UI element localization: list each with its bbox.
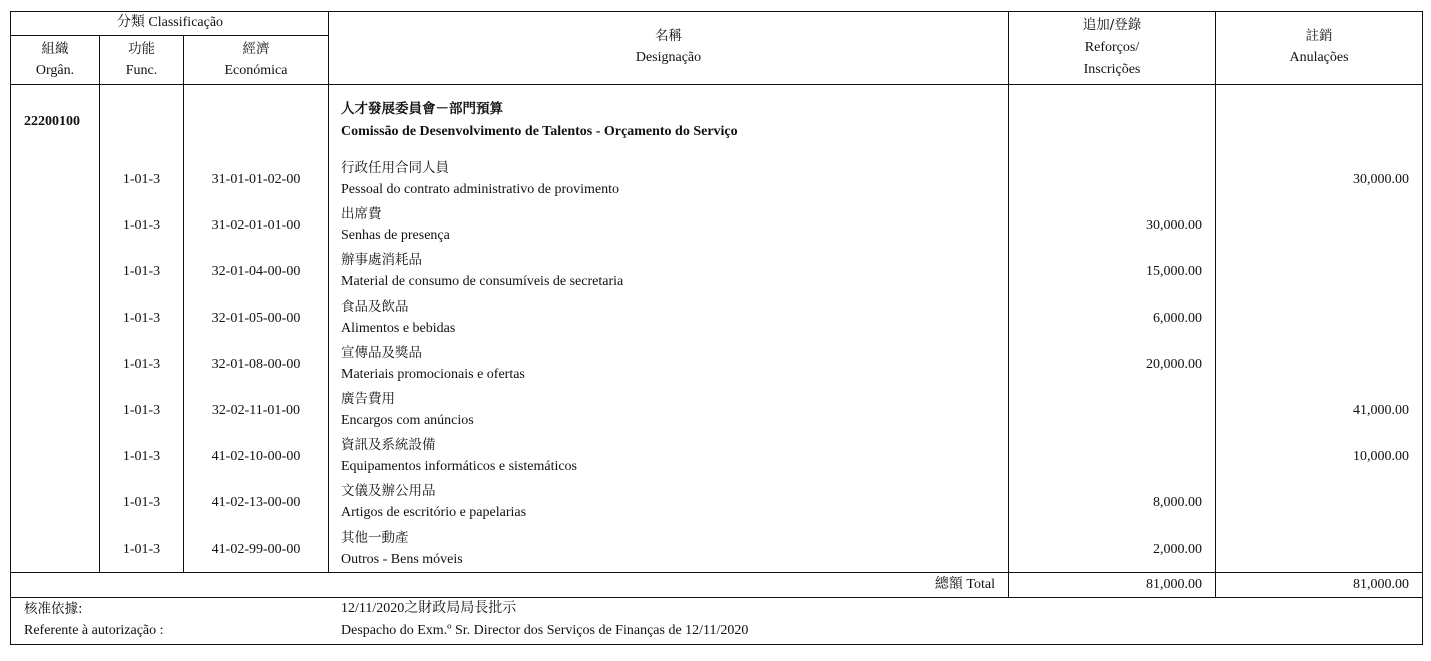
- row-annulment: 10,000.00: [1353, 449, 1409, 464]
- row-name-pt: Materiais promocionais e ofertas: [341, 367, 525, 382]
- total-label: 總額 Total: [934, 577, 995, 592]
- row-economic-code: 32-01-04-00-00: [211, 264, 301, 279]
- rule-total-bottom: [11, 597, 1422, 598]
- row-reinforcement: 30,000.00: [1146, 218, 1202, 233]
- row-economic-code: 32-01-08-00-00: [211, 357, 301, 372]
- row-function-code: 1-01-3: [122, 357, 161, 372]
- row-economic-code: 41-02-99-00-00: [211, 542, 301, 557]
- row-function-code: 1-01-3: [122, 403, 161, 418]
- row-economic-code: 41-02-10-00-00: [211, 449, 301, 464]
- row-name-zh: 食品及飲品: [341, 299, 409, 315]
- row-reinforcement: 15,000.00: [1146, 264, 1202, 279]
- rule-col-org: [99, 36, 100, 573]
- header-annul-pt: Anulações: [1289, 50, 1349, 65]
- organ-name-zh: 人才發展委員會－部門預算: [341, 101, 503, 117]
- header-reinf-pt2: Inscrições: [1083, 62, 1141, 77]
- row-function-code: 1-01-3: [122, 172, 161, 187]
- row-name-zh: 行政任用合同人員: [341, 160, 449, 176]
- header-desig-pt: Designação: [635, 50, 702, 65]
- row-name-pt: Pessoal do contrato administrativo de provimento: [341, 182, 620, 197]
- row-function-code: 1-01-3: [122, 495, 161, 510]
- row-name-pt: Outros - Bens móveis: [341, 552, 463, 567]
- footer-basis-pt: Referente à autorização :: [24, 623, 164, 638]
- row-name-pt: Alimentos e bebidas: [341, 321, 456, 336]
- organ-name-pt: Comissão de Desenvolvimento de Talentos - Orçamento do Serviço: [341, 124, 738, 139]
- row-name-zh: 廣告費用: [341, 391, 395, 407]
- row-reinforcement: 2,000.00: [1153, 542, 1202, 557]
- row-name-pt: Encargos com anúncios: [341, 413, 474, 428]
- row-name-pt: Material de consumo de consumíveis de secretaria: [341, 274, 624, 289]
- row-function-code: 1-01-3: [122, 311, 161, 326]
- row-name-zh: 宣傳品及獎品: [341, 345, 422, 361]
- header-reinf-zh: 追加/登錄: [1082, 17, 1142, 33]
- header-org-zh: 組織: [41, 41, 69, 57]
- row-name-pt: Senhas de presença: [341, 228, 450, 243]
- row-function-code: 1-01-3: [122, 449, 161, 464]
- header-classification: 分類 Classificação: [116, 15, 224, 30]
- row-economic-code: 41-02-13-00-00: [211, 495, 301, 510]
- row-name-pt: Equipamentos informáticos e sistemáticos: [341, 459, 578, 474]
- header-func-pt: Func.: [125, 63, 158, 78]
- organ-code: 22200100: [24, 114, 80, 129]
- footer-basis-zh: 核准依據:: [24, 601, 83, 617]
- header-reinf-pt1: Reforços/: [1084, 40, 1140, 55]
- rule-header-bottom: [11, 84, 1422, 85]
- row-function-code: 1-01-3: [122, 264, 161, 279]
- row-annulment: 30,000.00: [1353, 172, 1409, 187]
- rule-classification: [11, 35, 329, 36]
- row-reinforcement: 20,000.00: [1146, 357, 1202, 372]
- row-name-zh: 出席費: [341, 206, 382, 222]
- rule-col-reinf: [1215, 12, 1216, 598]
- footer-dispatch-zh: 12/11/2020之財政局局長批示: [341, 601, 517, 616]
- rule-total-top: [11, 572, 1422, 573]
- header-econ-zh: 經濟: [242, 41, 270, 57]
- total-annulments: 81,000.00: [1353, 577, 1409, 592]
- row-name-zh: 辦事處消耗品: [341, 252, 422, 268]
- row-economic-code: 31-02-01-01-00: [211, 218, 301, 233]
- rule-col-econ: [328, 12, 329, 573]
- row-economic-code: 32-02-11-01-00: [211, 403, 301, 418]
- header-desig-zh: 名稱: [655, 28, 682, 44]
- row-name-zh: 文儀及辦公用品: [341, 483, 436, 499]
- row-reinforcement: 6,000.00: [1153, 311, 1202, 326]
- row-economic-code: 32-01-05-00-00: [211, 311, 301, 326]
- header-econ-pt: Económica: [224, 63, 288, 78]
- row-name-zh: 資訊及系統設備: [341, 437, 436, 453]
- row-reinforcement: 8,000.00: [1153, 495, 1202, 510]
- footer-dispatch-pt: Despacho do Exm.º Sr. Director dos Serviços de Finanças de 12/11/2020: [341, 623, 749, 638]
- row-annulment: 41,000.00: [1353, 403, 1409, 418]
- row-name-pt: Artigos de escritório e papelarias: [341, 505, 527, 520]
- header-annul-zh: 註銷: [1305, 28, 1333, 44]
- header-org-pt: Orgân.: [35, 63, 75, 78]
- row-function-code: 1-01-3: [122, 542, 161, 557]
- total-reinforcements: 81,000.00: [1146, 577, 1202, 592]
- row-name-zh: 其他一動產: [341, 530, 409, 546]
- row-economic-code: 31-01-01-02-00: [211, 172, 301, 187]
- row-function-code: 1-01-3: [122, 218, 161, 233]
- rule-col-func: [183, 36, 184, 573]
- header-func-zh: 功能: [128, 41, 155, 57]
